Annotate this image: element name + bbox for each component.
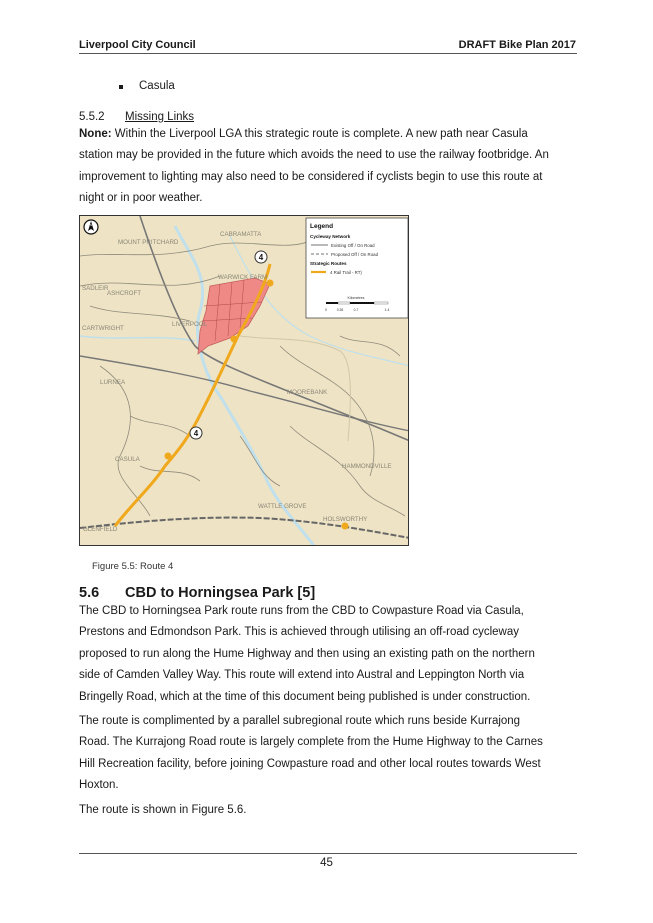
figure-caption: Figure 5.5: Route 4 [92, 561, 174, 572]
scale-tick: 0.35 [336, 308, 344, 312]
legend-title: Legend [310, 223, 334, 230]
section-number-56: 5.6 [79, 585, 100, 601]
north-arrow-icon: N [89, 223, 93, 227]
legend-routes-heading: Strategic Routes [310, 261, 347, 266]
place-label: HAMMONDVILLE [342, 463, 392, 470]
section-number-552: 5.5.2 [79, 111, 105, 123]
place-label: HOLSWORTHY [323, 516, 368, 523]
legend-existing: Existing Off / On Road [331, 243, 375, 248]
place-label: ASHCROFT [107, 290, 142, 297]
scale-tick: 0 [325, 308, 327, 312]
place-label: SADLEIR [82, 285, 109, 292]
place-label: WATTLE GROVE [258, 503, 307, 510]
scale-tick: 1.4 [384, 308, 390, 312]
map-legend [306, 218, 408, 318]
footer-rule [79, 853, 577, 854]
place-label: LIVERPOOL [172, 321, 208, 328]
missing-links-paragraph [79, 124, 574, 210]
place-label: CARTWRIGHT [82, 325, 124, 332]
bullet-marker [119, 85, 123, 89]
route-marker-4-south: 4 [193, 429, 199, 438]
legend-route: 4 Rail Trail - RT) [330, 270, 362, 275]
para-line: Hill Recreation facility, before joining Cowpasture road and other local routes towards West [79, 757, 541, 770]
section-56-paragraph-2 [79, 711, 574, 797]
para-line: Prestons and Edmondson Park. This is achieved through utilising an off-road cycleway [79, 626, 520, 639]
legend-proposed: Proposed Off / On Road [331, 252, 379, 257]
para-line: Road. The Kurrajong Road route is largely complete from the Hume Highway to the Carnes [79, 736, 543, 749]
place-label: CASULA [115, 456, 140, 463]
para-line: proposed to run along the Hume Highway and then using an existing path on the northern [79, 647, 535, 660]
para-line: Bringelly Road, which at the time of this document being published is under construction. [79, 690, 531, 703]
para-line-1: Within the Liverpool LGA this strategic route is complete. A new path near Casula [111, 128, 528, 140]
scale-title: Kilometres [347, 296, 365, 300]
header-rule [79, 53, 577, 54]
none-lead: None: [79, 128, 112, 140]
place-label: MOOREBANK [287, 389, 328, 396]
legend-network-heading: Cycleway Network [310, 234, 351, 239]
route-marker-4-north: 4 [258, 253, 264, 262]
para-line-4: night or in poor weather. [79, 192, 203, 205]
running-header-left: Liverpool City Council [79, 39, 196, 51]
para-line: Hoxton. [79, 779, 119, 792]
para-line-2: station may be provided in the future which avoids the need to use the railway footbridge. An [79, 149, 549, 162]
place-label: CABRAMATTA [220, 231, 262, 238]
section-56-paragraph-1 [79, 601, 574, 708]
para-line-3: improvement to lighting may also need to be considered if cyclists begin to use this route at [79, 170, 543, 183]
bullet-item-casula: Casula [139, 80, 175, 92]
para-line: side of Camden Valley Way. This route will extend into Austral and Leppington North via [79, 669, 525, 682]
section-title-cbd-horningsea: CBD to Horningsea Park [5] [125, 585, 316, 601]
place-label: MOUNT PRITCHARD [118, 239, 179, 246]
para-line: The CBD to Horningsea Park route runs from the CBD to Cowpasture Road via Casula, [79, 605, 524, 617]
scale-tick: 0.7 [353, 308, 359, 312]
section-title-missing-links: Missing Links [125, 111, 195, 123]
place-label: GLENFIELD [83, 526, 118, 533]
route-4-map [79, 215, 409, 546]
section-56-paragraph-3: The route is shown in Figure 5.6. [79, 804, 247, 816]
place-label: LURNEA [100, 379, 126, 386]
page-number: 45 [320, 857, 333, 869]
para-line: The route is complimented by a parallel subregional route which runs beside Kurrajong [79, 715, 521, 727]
place-label: WARWICK FARM [218, 274, 268, 281]
running-header-right: DRAFT Bike Plan 2017 [458, 39, 576, 51]
